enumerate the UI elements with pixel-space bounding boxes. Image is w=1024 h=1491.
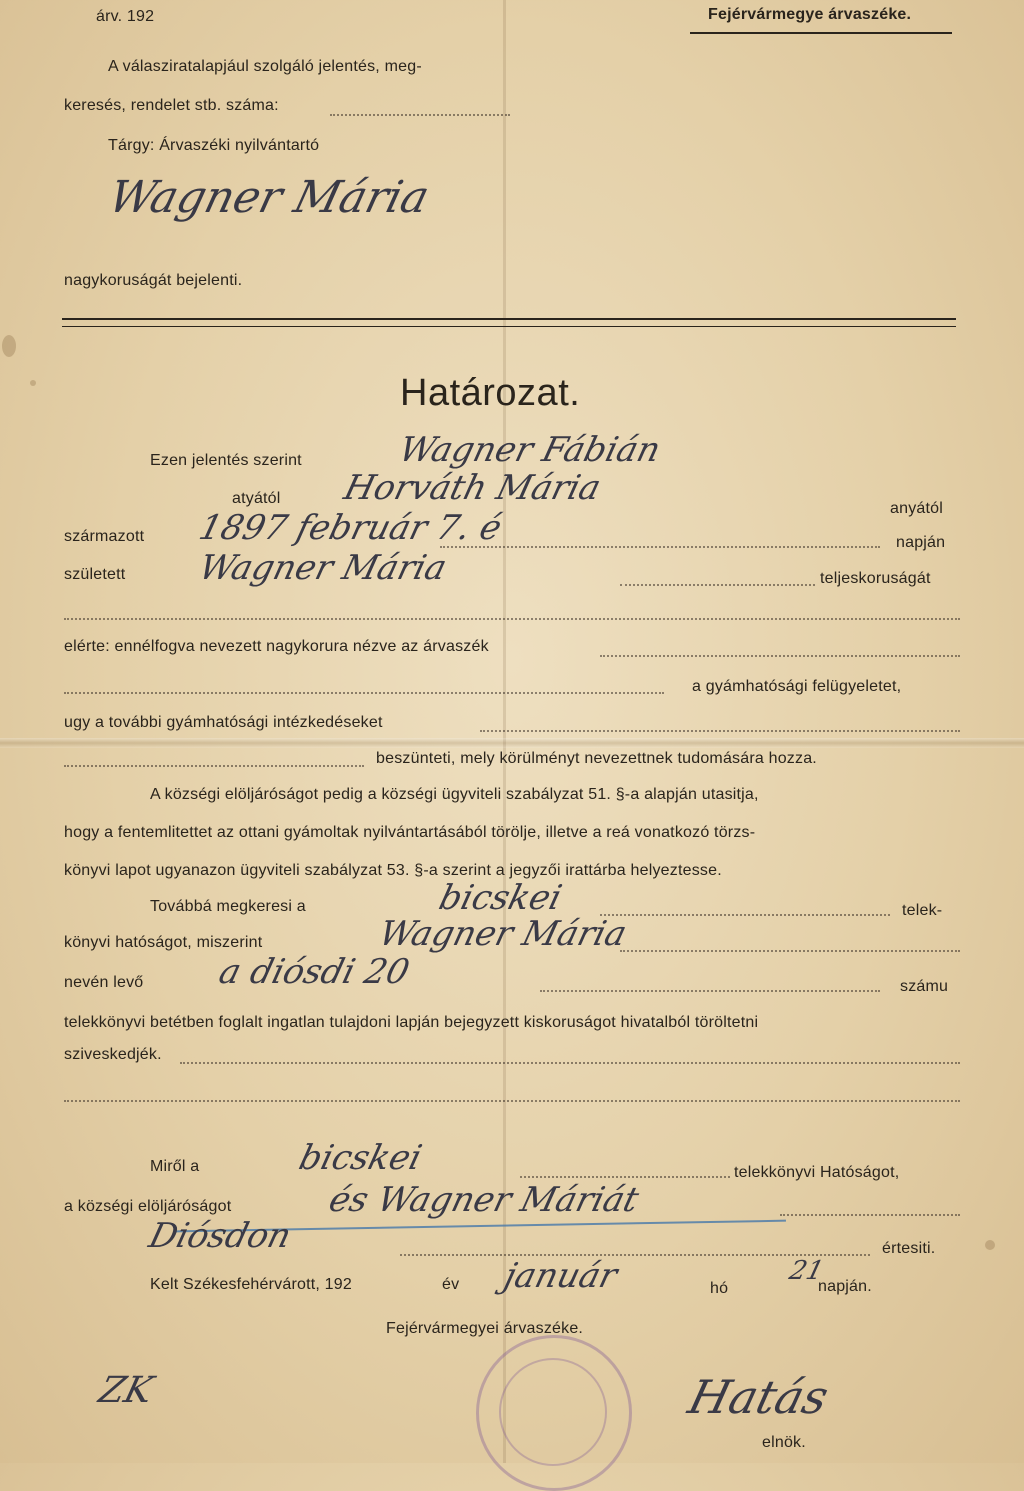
header-authority: Fejérvármegye árvaszéke. [708,6,912,23]
paragraph-3-line-1-end: telek- [902,902,943,919]
fill-line [480,730,960,732]
body-line-6-end: a gyámhatósági felügyeletet, [692,678,902,695]
fill-line [620,950,960,952]
paragraph-3-line-2-label: könyvi hatóságot, miszerint [64,934,263,951]
announce-text: nagykoruságát bejelenti. [64,272,243,289]
fill-line [540,990,880,992]
paragraph-3-line-4: telekkönyvi betétben foglalt ingatlan tulajdoni lapján bejegyzett kiskoruságot hivatalból töröltetni [64,1014,759,1031]
signature-role: elnök. [762,1434,806,1451]
intro-line-2: keresés, rendelet stb. száma: [64,97,279,114]
child-name-handwritten: Wagner Mária [195,548,451,588]
subject-handwritten-name: Wagner Mária [103,172,435,223]
paragraph-2-line-1: A községi elöljáróságot pedig a községi ügyviteli szabályzat 51. §-a alapján utasitja, [150,786,759,803]
paper-fold-horizontal [0,738,1024,748]
divider-top [62,318,956,320]
birth-date-handwritten: 1897 február 7. é [195,508,506,548]
body-line-5: elérte: ennélfogva nevezett nagykorura nézve az árvaszék [64,638,489,655]
closing-place-handwritten: Diósdon [145,1216,296,1256]
date-label: Kelt Székesfehérvárott, 192 [150,1276,352,1293]
date-day-handwritten: 21 [786,1256,827,1286]
body-line-4-end: teljeskoruságát [820,570,931,587]
fill-line [780,1214,960,1216]
president-signature: Hatás [683,1370,834,1424]
body-line-3-end: napján [896,534,946,551]
fill-line [64,765,364,767]
fill-line [180,1062,960,1064]
paragraph-3-line-3-label: nevén levő [64,974,144,991]
paragraph-2-line-2: hogy a fentemlitettet az ottani gyámoltak nyilvántartásából törölje, illetve a reá vonatkozó törzs- [64,824,756,841]
paper-stain [985,1240,995,1250]
divider-bottom [62,326,956,327]
fill-line [330,114,510,116]
body-line-1-label: Ezen jelentés szerint [150,452,302,469]
closing-bicske-handwritten: bicskei [295,1138,426,1178]
header-underline [690,32,952,34]
body-line-8: beszünteti, mely körülményt nevezettnek tudomására hozza. [376,750,817,767]
mother-name-handwritten: Horváth Mária [340,468,605,508]
closing-recipient-handwritten: és Wagner Máriát [325,1180,643,1220]
intro-line-1: A válasziratalapjául szolgáló jelentés, meg- [108,58,422,75]
fill-line [620,584,815,586]
body-line-2-end: anyától [890,500,943,517]
property-handwritten: a diósdi 20 [215,952,414,992]
fill-line [520,1176,730,1178]
paragraph-3-line-5: sziveskedjék. [64,1046,162,1063]
signing-authority: Fejérvármegyei árvaszéke. [386,1320,584,1337]
closing-line-1-label: Miről a [150,1158,200,1175]
closing-line-3-end: értesiti. [882,1240,936,1257]
fill-line [64,618,960,620]
paragraph-3-line-1-label: Továbbá megkeresi a [150,898,306,915]
official-stamp [476,1335,632,1491]
body-line-7: ugy a további gyámhatósági intézkedéseket [64,714,383,731]
body-line-3-label: származott [64,528,145,545]
owner-name-handwritten: Wagner Mária [375,914,631,954]
closing-line-1-end: telekkönyvi Hatóságot, [734,1164,900,1181]
paper-stain [30,380,36,386]
closing-line-2-label: a községi elöljáróságot [64,1198,232,1215]
fill-line [600,914,890,916]
date-ev: év [442,1276,460,1293]
paper-stain [2,335,16,357]
date-month-handwritten: január [500,1256,622,1296]
fill-line [64,1100,960,1102]
fill-line [600,655,960,657]
fill-line [64,692,664,694]
paragraph-2-line-3: könyvi lapot ugyanazon ügyviteli szabályzat 53. §-a szerint a jegyzői irattárba helyeztesse. [64,862,722,879]
header-arv: árv. 192 [96,8,155,25]
date-ho: hó [710,1280,729,1297]
paragraph-3-line-3-end: számu [900,978,949,995]
date-end: napján. [818,1278,872,1295]
document-title: Határozat. [400,372,581,414]
subject-label: Tárgy: Árvaszéki nyilvántartó [108,137,320,154]
bicske-handwritten: bicskei [435,878,566,918]
initials-handwritten: ZK [94,1370,158,1411]
fill-line [440,546,880,548]
father-name-handwritten: Wagner Fábián [395,430,665,470]
body-line-2-label: atyától [232,490,281,507]
body-line-4-label: született [64,566,126,583]
